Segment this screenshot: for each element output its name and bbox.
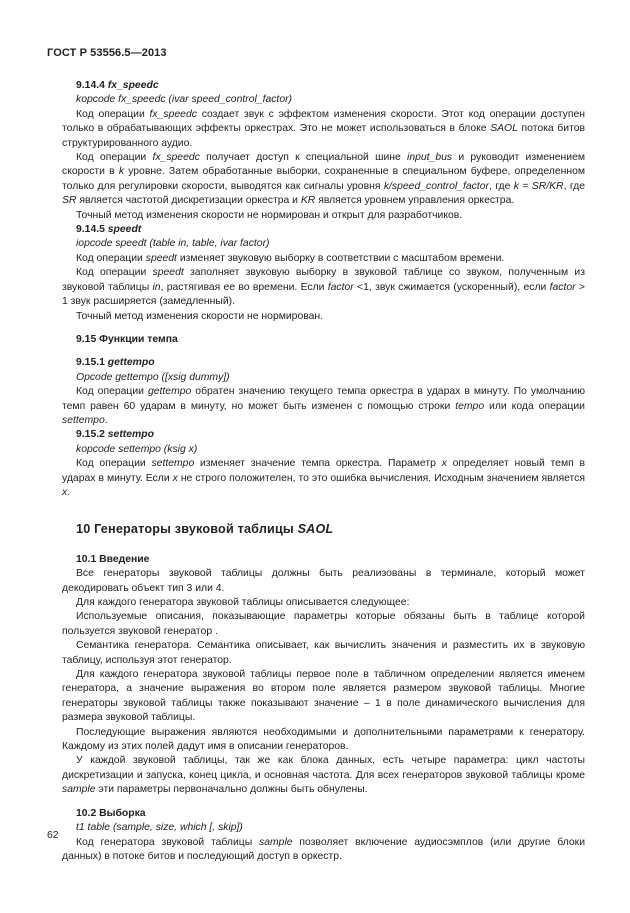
paragraph: Точный метод изменения скорости не нормирован. xyxy=(76,310,324,322)
section-heading: 10.2 Выборка xyxy=(76,807,146,819)
paragraph: Точный метод изменения скорости не нормирован и открыт для разработчиков. xyxy=(76,209,463,221)
section-heading: 9.15.1 gettempo xyxy=(76,357,155,369)
running-header: ГОСТ Р 53556.5—2013 xyxy=(47,47,167,59)
subsection-heading: 9.15.2 settempo xyxy=(76,429,154,441)
paragraph: Код операции speedt заполняет звуковую выборку в звуковой таблице со звуком, полученным из звуковой таблицы in, растягивая ее во времени. Если factor <1, звук сжимается (ускоренный), если factor > 1 звук расширяется (замедленный). xyxy=(62,267,585,308)
code-line: Opcode gettempo ([xsig dummy]) xyxy=(76,371,230,383)
paragraph: Для каждого генератора звуковой таблицы описывается следующее: xyxy=(76,597,410,608)
chapter-heading: 10 Генераторы звуковой таблицы SAOL xyxy=(76,522,334,537)
page-number: 62 xyxy=(47,830,59,841)
paragraph: Код операции gettempo обратен значению текущего темпа оркестра в ударах в минуту. По умолчанию темп равен 60 ударам в минуту, но может быть изменен с помощью строки tempo или кода операции settempo. xyxy=(62,386,586,426)
code-line: kopcode fx_speedc (ivar speed_control_factor) xyxy=(76,94,293,106)
code-line: iopcode speedt (table in, table, ivar factor) xyxy=(76,238,270,250)
code-line: t1 table (sample, size, which [, skip]) xyxy=(76,822,243,834)
paragraph: Код операции fx_speedc получает доступ к специальной шине input_bus и руководит изменением скорости в k уровне. Затем обработанные выборки, сохраненные в специальном буфере, определенном только для регулировки скорости, выводятся как сигналы уровня k/speed_control_factor, где k = SR/KR, где SR является частотой дискретизации оркестра и KR является уровнем управления оркестра. xyxy=(62,152,586,207)
document-body xyxy=(62,79,585,864)
paragraph: Для каждого генератора звуковой таблицы первое поле в табличном определении является именем генератора, а значение выражения во втором поле является размером звуковой таблицы. Многие генераторы звуковой таблицы также показывают значение – 1 в поле динамического вычисления для размера звуковой таблицы. xyxy=(62,669,585,724)
paragraph: Все генераторы звуковой таблицы должны быть реализованы в терминале, который может декодировать объект тип 3 или 4. xyxy=(62,568,585,594)
section-heading: 10.1 Введение xyxy=(76,553,150,565)
code-line: kopcode settempo (ksig x) xyxy=(76,443,198,455)
paragraph: Код операции settempo изменяет значение темпа оркестра. Параметр x определяет новый темп в ударах в минуту. Если x не строго положителен, то это ошибка вычисления. Исходным значением является x. xyxy=(62,458,585,498)
subsection-heading: 9.14.5 speedt xyxy=(76,224,142,236)
paragraph: Код генератора звуковой таблицы sample позволяет включение аудиосэмплов (или другие блоки данных) в потоке битов и последующий доступ в оркестр. xyxy=(62,836,585,862)
paragraph: Последующие выражения являются необходимыми и дополнительными параметрами к генератору. Каждому из этих полей дадут имя в описании генераторов. xyxy=(62,726,585,753)
paragraph: Код операции fx_speedc создает звук с эффектом изменения скорости. Этот код операции доступен только в обрабатывающих эффекты оркестрах. Это не может использоваться в блоке SAOL потока битов структурированного аудио. xyxy=(62,108,586,149)
paragraph: Код операции speedt изменяет звуковую выборку в соответствии с масштабом времени. xyxy=(76,252,505,264)
subsection-heading: 9.14.4 fx_speedc xyxy=(76,80,159,91)
section-heading: 9.15 Функции темпа xyxy=(76,333,178,345)
paragraph: Используемые описания, показывающие параметры которые обязаны быть в таблице которой пользуется звуковой генератор . xyxy=(62,611,585,637)
paragraph: У каждой звуковой таблицы, так же как блока данных, есть четыре параметра: цикл частоты дискретизации и запуска, конец цикла, и основная частота. Для всех генераторов звуковой таблицы кроме sample эти параметры первоначально должны быть обнулены. xyxy=(62,755,585,796)
paragraph: Семантика генератора. Семантика описывает, как вычислить значения и разместить их в звуковую таблицу, используя этот генератор. xyxy=(62,640,585,666)
